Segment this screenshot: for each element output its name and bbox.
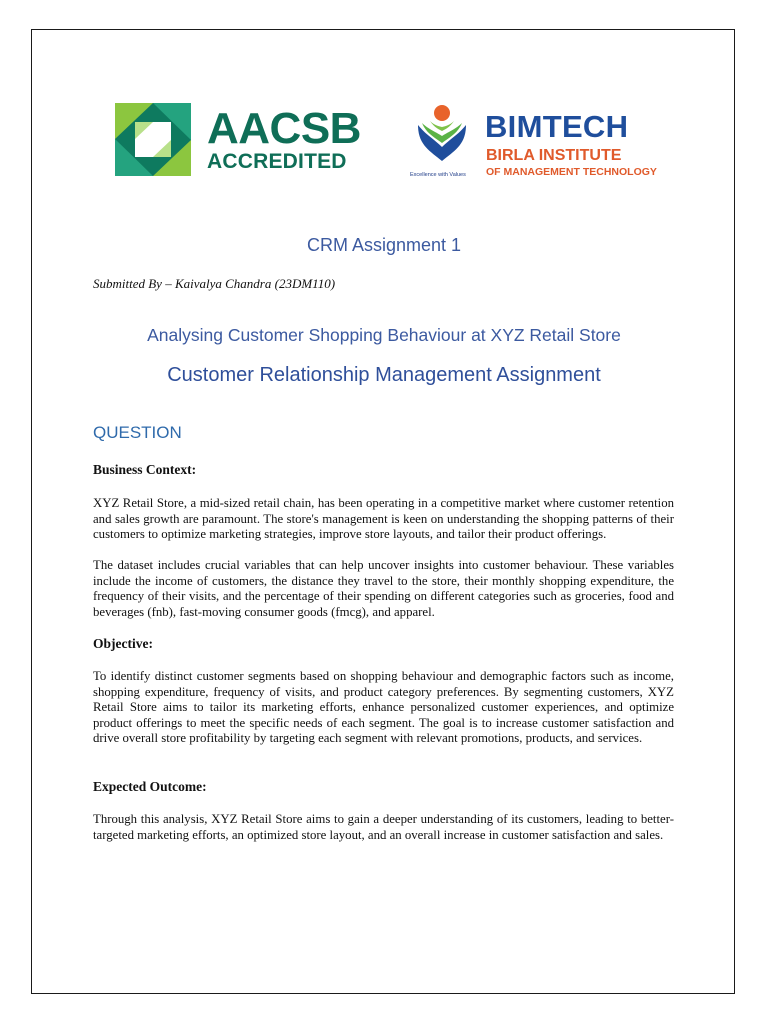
aacsb-line1: AACSB xyxy=(207,104,361,153)
bimtech-name: BIMTECH xyxy=(485,109,629,144)
bimtech-subtitle2: OF MANAGEMENT TECHNOLOGY xyxy=(486,166,657,178)
bimtech-emblem-icon xyxy=(412,103,472,173)
question-label: QUESTION xyxy=(93,423,182,442)
objective-heading: Objective: xyxy=(93,636,153,651)
bimtech-logo xyxy=(412,103,662,183)
business-context-para2: The dataset includes crucial variables that can help uncover insights into customer behaviour. These variables include the income of customers, the distance they travel to the store, their monthly shopping expenditure, the frequency of their visits, and the percentage of their spending on different categories such as groceries, food and beverages (fnb), fast-moving consumer goods (fmcg), and apparel. xyxy=(93,558,674,619)
aacsb-mark-icon xyxy=(115,103,191,176)
aacsb-line2: ACCREDITED xyxy=(207,150,347,173)
expected-outcome-para: Through this analysis, XYZ Retail Store aims to gain a deeper understanding of its customers, leading to better-targeted marketing efforts, an optimized store layout, and an overall increase in customer satisfaction and sales. xyxy=(93,812,674,842)
business-context-para1: XYZ Retail Store, a mid-sized retail chain, has been operating in a competitive market where customer retention and sales growth are paramount. The store's management is keen on understanding the shopping patterns of their customers to optimize marketing strategies, improve store layouts, and tailor their product offerings. xyxy=(93,496,674,542)
objective-para: To identify distinct customer segments based on shopping behaviour and demographic factors such as income, shopping expenditure, frequency of visits, and product category preferences. By segmenting customers, XYZ Retail Store aims to tailor its marketing efforts, enhance personalized customer experiences, and optimize product offerings to meet the specific needs of each segment. The goal is to increase customer satisfaction and drive overall store profitability by targeting each segment with relevant promotions, products, and services. xyxy=(93,669,674,746)
assignment-heading: Analysing Customer Shopping Behaviour at XYZ Retail Store xyxy=(147,325,621,345)
bimtech-subtitle1: BIRLA INSTITUTE xyxy=(486,147,622,164)
expected-outcome-heading: Expected Outcome: xyxy=(93,779,207,794)
aacsb-logo xyxy=(115,103,380,177)
submitted-by: Submitted By – Kaivalya Chandra (23DM110) xyxy=(93,276,336,291)
bimtech-tagline: Excellence with Values xyxy=(410,172,466,178)
business-context-heading: Business Context: xyxy=(93,462,197,477)
document-title: CRM Assignment 1 xyxy=(306,235,462,255)
assignment-subheading: Customer Relationship Management Assignment xyxy=(167,364,601,386)
